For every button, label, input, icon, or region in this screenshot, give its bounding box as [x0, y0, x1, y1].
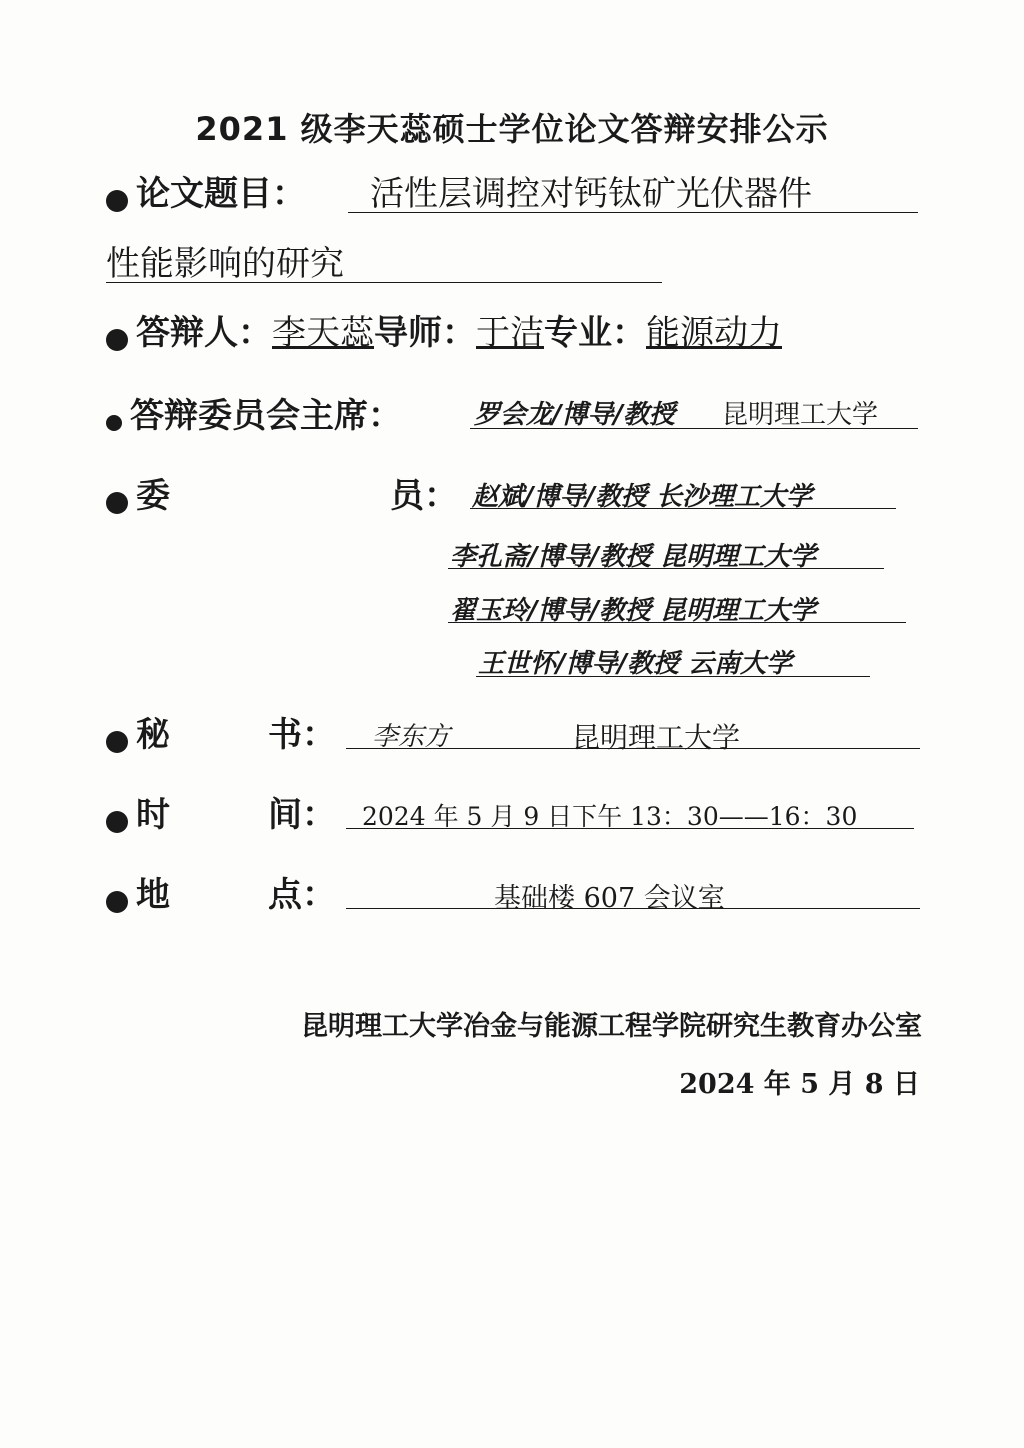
member-3: 翟玉玲/博导/教授 昆明理工大学 [450, 596, 817, 626]
bullet-icon [106, 492, 128, 514]
chair-university: 昆明理工大学 [722, 400, 879, 430]
secretary-row [106, 707, 170, 756]
advisor-name: 于洁 [476, 313, 544, 353]
bullet-icon [106, 329, 128, 351]
secretary-name: 李东方 [372, 722, 451, 752]
place-label-2: 点： [268, 875, 336, 915]
time-row [106, 787, 170, 836]
student-label: 答辩人： [136, 313, 272, 353]
place-value: 基础楼 607 会议室 [494, 883, 725, 914]
underline [448, 568, 884, 569]
member-4: 王世怀/博导/教授 云南大学 [478, 649, 793, 679]
underline [470, 428, 918, 429]
members-row [106, 468, 170, 517]
bullet-icon [106, 415, 122, 431]
bullet-icon [106, 190, 128, 212]
members-label-2: 员： [390, 476, 458, 516]
student-name: 李天蕊 [272, 313, 374, 353]
secretary-label-2: 书： [268, 715, 336, 755]
advisor-label: 导师： [374, 313, 476, 353]
underline [476, 676, 870, 677]
member-2: 李孔斋/博导/教授 昆明理工大学 [450, 542, 817, 572]
underline [346, 908, 920, 909]
major-label: 专业： [544, 313, 646, 353]
secretary-university: 昆明理工大学 [572, 721, 741, 754]
thesis-title-line1: 活性层调控对钙钛矿光伏器件 [370, 174, 812, 214]
major-name: 能源动力 [646, 313, 782, 353]
place-row [106, 867, 170, 916]
bullet-icon [106, 891, 128, 913]
bullet-icon [106, 811, 128, 833]
chair-name: 罗会龙/博导/教授 [474, 400, 675, 430]
issuing-office: 昆明理工大学冶金与能源工程学院研究生教育办公室 [301, 1011, 922, 1042]
underline [346, 748, 920, 749]
defense-row [106, 305, 782, 354]
underline [470, 508, 896, 509]
bullet-icon [106, 731, 128, 753]
thesis-row [106, 166, 306, 215]
thesis-label: 论文题目： [136, 174, 306, 214]
underline [448, 622, 906, 623]
underline [346, 828, 914, 829]
chair-label: 答辩委员会主席： [130, 396, 402, 436]
members-label-1: 委 [136, 476, 170, 516]
underline [106, 282, 662, 283]
page-title: 2021 级李天蕊硕士学位论文答辩安排公示 [195, 110, 829, 148]
time-value: 2024 年 5 月 9 日下午 13：30——16：30 [362, 802, 858, 831]
place-label-1: 地 [136, 875, 170, 915]
time-label-1: 时 [136, 795, 170, 835]
member-1: 赵斌/博导/教授 长沙理工大学 [472, 482, 813, 512]
secretary-label-1: 秘 [136, 715, 170, 755]
time-label-2: 间： [268, 795, 336, 835]
thesis-title-line2: 性能影响的研究 [106, 244, 344, 284]
chair-row [106, 388, 402, 437]
issue-date: 2024 年 5 月 8 日 [679, 1069, 920, 1100]
underline [348, 212, 918, 213]
